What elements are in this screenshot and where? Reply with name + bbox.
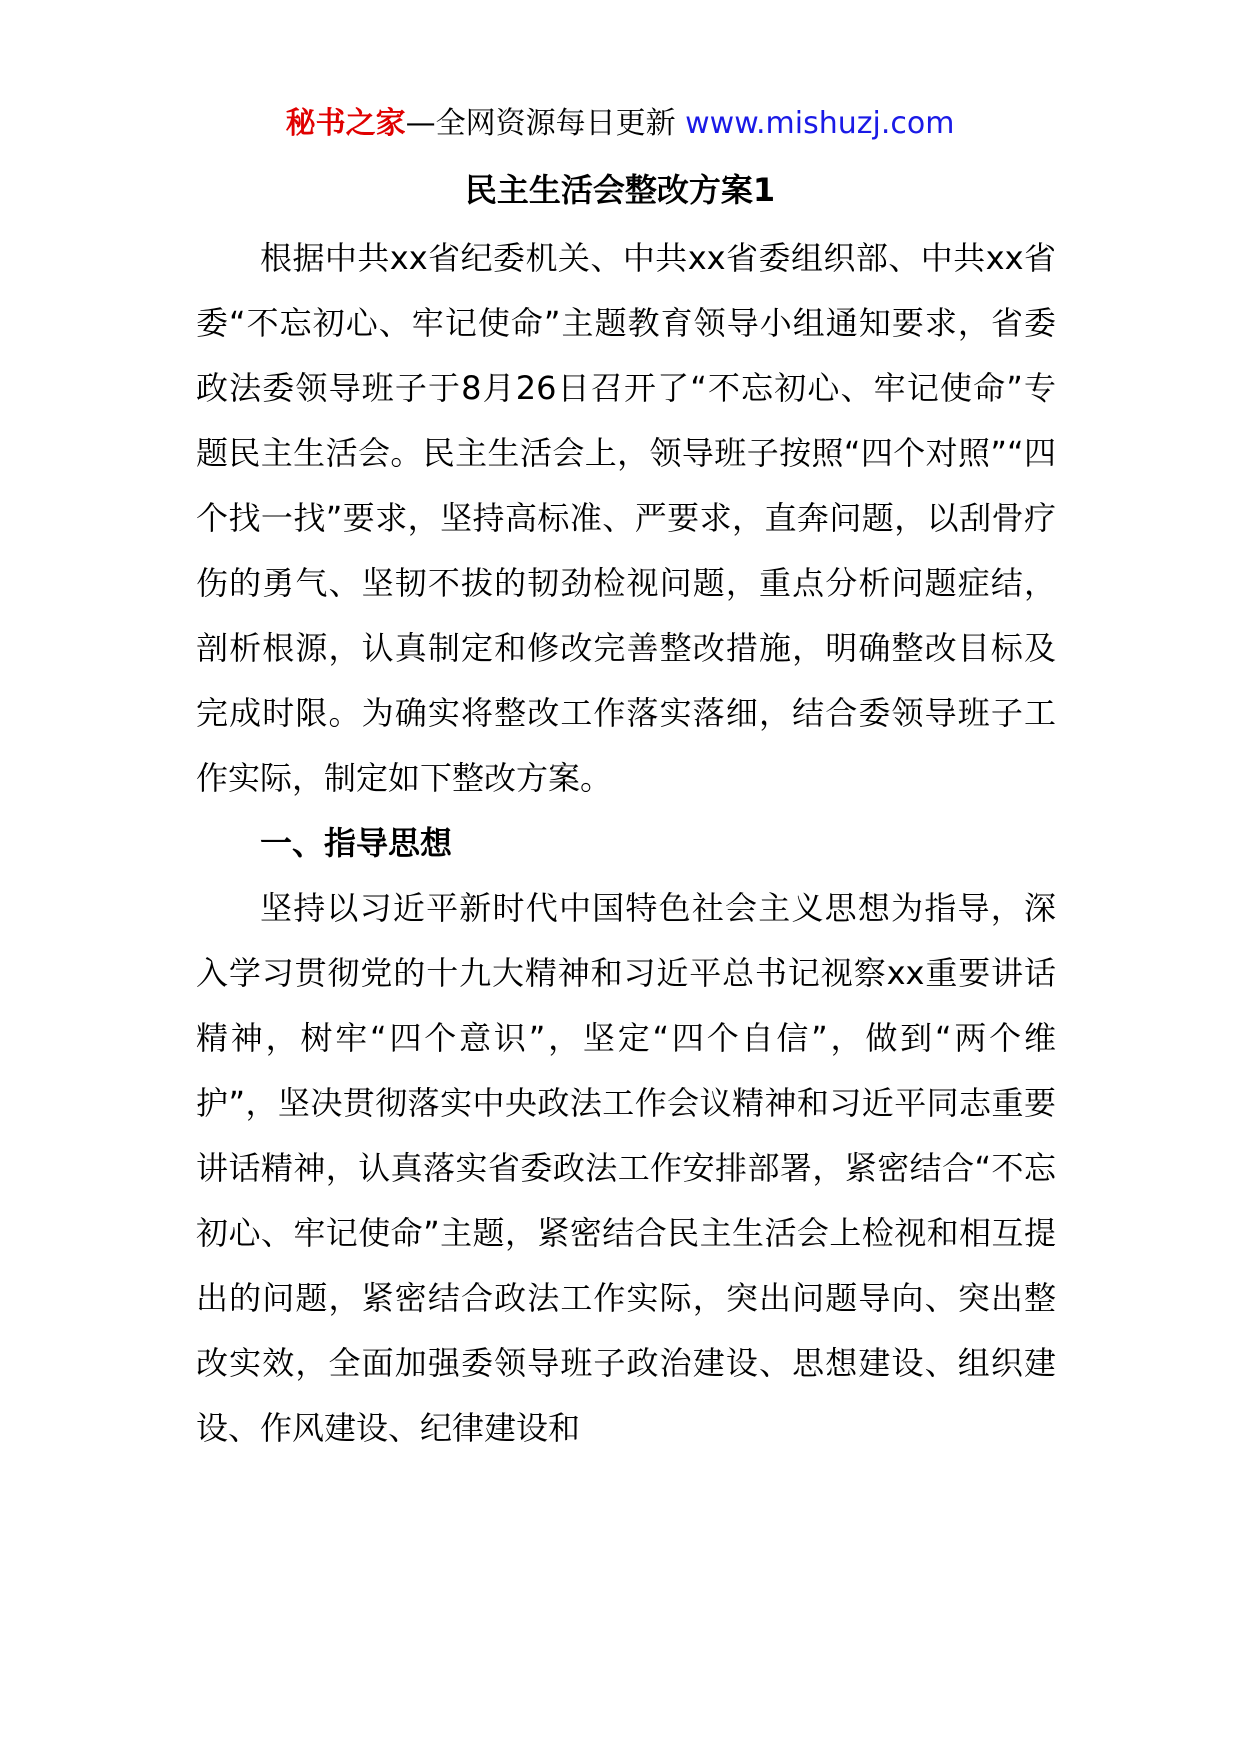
- header-tagline: —全网资源每日更新: [405, 106, 686, 141]
- site-header: [0, 100, 1240, 148]
- section-paragraph-guiding-ideology: 坚持以习近平新时代中国特色社会主义思想为指导，深入学习贯彻党的十九大精神和习近平总书记视察xx重要讲话精神，树牢“四个意识”，坚定“四个自信”，做到“两个维护”，坚决贯彻落实中央政法工作会议精神和习近平同志重要讲话精神，认真落实省委政法工作安排部署，紧密结合“不忘初心、牢记使命”主题，紧密结合民主生活会上检视和相互提出的问题，紧密结合政法工作实际，突出问题导向、突出整改实效，全面加强委领导班子政治建设、思想建设、组织建设、作风建设、纪律建设和: [196, 889, 1056, 1447]
- document-title: 民主生活会整改方案1: [464, 171, 776, 209]
- section-heading-guiding-ideology: 一、指导思想: [260, 824, 453, 862]
- intro-paragraph: 根据中共xx省纪委机关、中共xx省委组织部、中共xx省委“不忘初心、牢记使命”主题教育领导小组通知要求，省委政法委领导班子于8月26日召开了“不忘初心、牢记使命”专题民主生活会。民主生活会上，领导班子按照“四个对照”“四个找一找”要求，坚持高标准、严要求，直奔问题，以刮骨疗伤的勇气、坚韧不拔的韧劲检视问题，重点分析问题症结，剖析根源，认真制定和修改完善整改措施，明确整改目标及完成时限。为确实将整改工作落实落细，结合委领导班子工作实际，制定如下整改方案。: [196, 239, 1056, 797]
- document-body: [196, 226, 1056, 1461]
- brand-name: 秘书之家: [285, 106, 406, 141]
- site-link[interactable]: www.mishuzj.com: [685, 106, 955, 141]
